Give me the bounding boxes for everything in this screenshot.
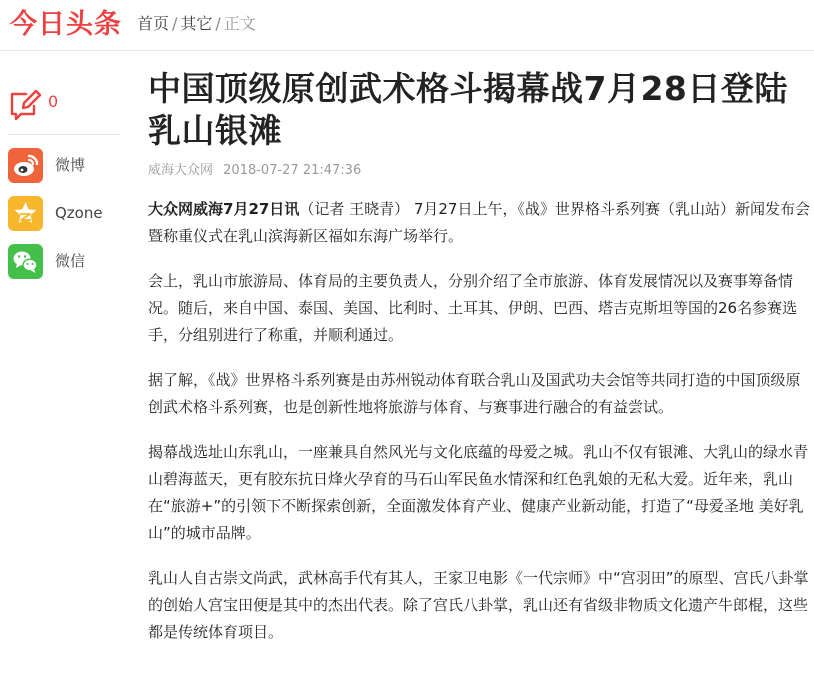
share-weibo-label: 微博 (55, 156, 86, 174)
article-paragraph: 会上，乳山市旅游局、体育局的主要负责人，分别介绍了全市旅游、体育发展情况以及赛事筹备情况。随后，来自中国、泰国、美国、比利时、土耳其、伊朗、巴西、塔吉克斯坦等国的26名参赛选手，分组别进行了称重，并顺利通过。 (148, 272, 798, 344)
qzone-icon (8, 196, 43, 231)
breadcrumb-separator: / (172, 14, 178, 33)
article (148, 68, 812, 646)
article-paragraph-text: （记者 王晓青） 7月27日上午，《战》世界格斗系列赛（乳山站）新闻发布会暨称重仪式在乳山滨海新区福如东海广场举行。 (148, 200, 810, 245)
breadcrumb-current: 正文 (223, 14, 256, 33)
comment-count: 0 (48, 92, 59, 111)
toutiao-logo[interactable]: 今日头条 (10, 9, 122, 40)
share-wechat-label: 微信 (55, 252, 86, 270)
article-time: 2018-07-27 21:47:36 (223, 163, 362, 178)
article-paragraph: 乳山人自古崇文尚武，武林高手代有其人，王家卫电影《一代宗师》中“宫羽田”的原型、宫氏八卦掌的创始人宫宝田便是其中的杰出代表。除了宫氏八卦掌，乳山还有省级非物质文化遗产牛郎棍，这些都是传统体育项目。 (148, 569, 809, 641)
article-title: 中国顶级原创武术格斗揭幕战7月28日登陆乳山银滩 (148, 69, 788, 150)
article-body (148, 196, 812, 646)
site-header (0, 0, 814, 51)
article-paragraph: 揭幕战选址山东乳山，一座兼具自然风光与文化底蕴的母爱之城。乳山不仅有银滩、大乳山的绿水青山碧海蓝天，更有胶东抗日烽火孕育的马石山军民鱼水情深和红色乳娘的无私大爱。近年来，乳山在“旅游+”的引领下不断探索创新，全面激发体育产业、健康产业新动能，打造了“母爱圣地 美好乳山”的城市品牌。 (148, 443, 809, 542)
comment-edit-icon (8, 88, 42, 122)
breadcrumb-separator: / (215, 14, 221, 33)
share-weibo-button[interactable] (8, 148, 120, 184)
share-qzone-button[interactable] (8, 196, 120, 232)
breadcrumb-home[interactable]: 首页 (137, 14, 170, 33)
share-wechat-button[interactable] (8, 244, 120, 280)
article-lead: 大众网威海7月27日讯 (148, 200, 300, 218)
article-source[interactable]: 威海大众网 (148, 163, 214, 178)
sidebar-divider (8, 134, 120, 135)
share-qzone-label: Qzone (55, 204, 103, 222)
article-paragraph (148, 196, 812, 250)
wechat-icon (8, 244, 43, 279)
article-paragraph: 据了解，《战》世界格斗系列赛是由苏州锐动体育联合乳山及国武功夫会馆等共同打造的中国顶级原创武术格斗系列赛，也是创新性地将旅游与体育、与赛事进行融合的有益尝试。 (148, 371, 801, 416)
article-meta (148, 162, 812, 180)
breadcrumb-other[interactable]: 其它 (180, 14, 213, 33)
breadcrumb (137, 13, 256, 35)
comment-button[interactable] (8, 88, 120, 128)
weibo-icon (8, 148, 43, 183)
